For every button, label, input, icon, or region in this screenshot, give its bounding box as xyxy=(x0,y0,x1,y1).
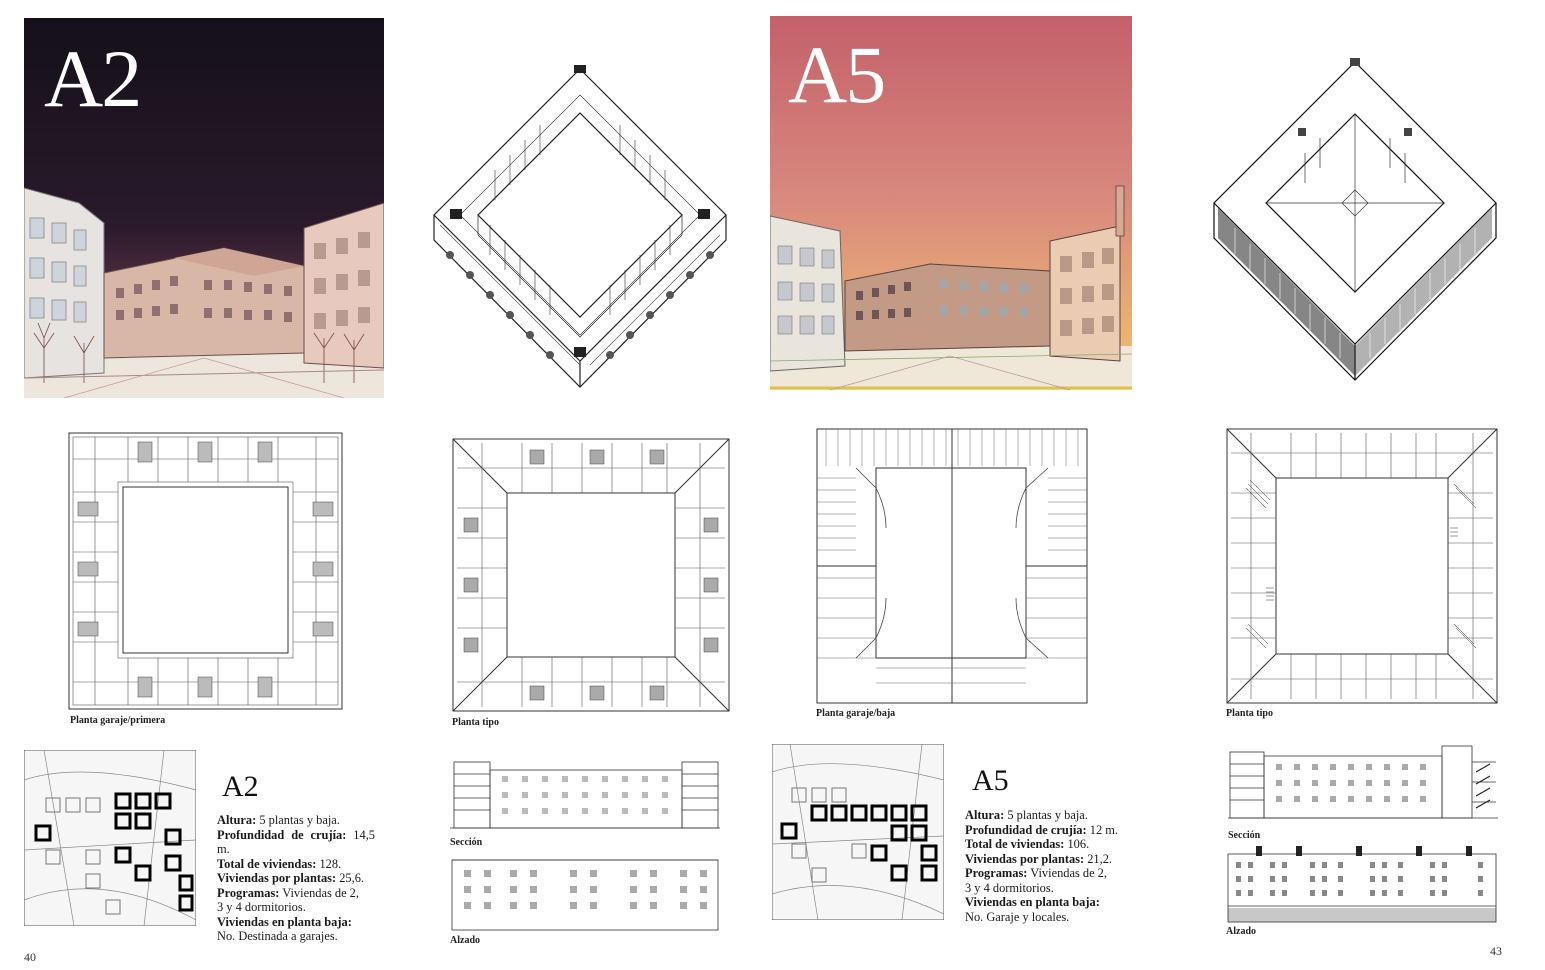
a5-elevation-caption: Alzado xyxy=(1226,926,1256,937)
spec-label: Viviendas en planta baja: xyxy=(965,895,1100,909)
a5-axonometric-svg xyxy=(1210,58,1500,388)
a5-elevation-drawing xyxy=(1226,846,1498,924)
spec-label: Total de viviendas: xyxy=(217,856,317,871)
a2-elevation-drawing xyxy=(450,852,720,932)
spec-row xyxy=(217,813,375,828)
spec-label: Profundidad de crujía: xyxy=(217,827,347,842)
left-page-number: 40 xyxy=(24,950,36,964)
spec-label: Viviendas por plantas: xyxy=(217,871,337,885)
spec-row xyxy=(965,881,1123,896)
a2-elevation-svg xyxy=(450,852,720,932)
spec-row xyxy=(965,823,1123,838)
spec-row xyxy=(965,866,1123,881)
a2-plan-typical xyxy=(452,438,730,712)
spec-row xyxy=(217,857,375,872)
spec-row xyxy=(965,808,1123,823)
spec-value: Viviendas de 2, xyxy=(1030,866,1107,880)
spec-row xyxy=(965,852,1123,867)
spec-label: Total de viviendas: xyxy=(965,837,1065,851)
spec-value: 106. xyxy=(1067,837,1090,851)
a5-site-map xyxy=(772,744,944,920)
spec-value: 128. xyxy=(319,856,342,871)
a5-perspective-render xyxy=(770,16,1132,390)
spec-label: Viviendas por plantas: xyxy=(965,851,1085,866)
a5-elevation-svg xyxy=(1226,846,1498,924)
a2-site-map xyxy=(24,750,196,926)
a5-plan-caption-garage: Planta garaje/baja xyxy=(816,708,896,719)
a2-section-drawing xyxy=(450,752,720,830)
spec-label: Altura: xyxy=(965,808,1005,822)
spec-value: 3 y 4 dormitorios. xyxy=(965,880,1054,895)
a5-section-svg xyxy=(1228,742,1498,822)
spec-row xyxy=(965,837,1123,852)
a2-axonometric-drawing xyxy=(430,65,730,395)
spec-row xyxy=(965,895,1123,910)
spec-value: 14,5 m. xyxy=(217,827,375,856)
spec-row xyxy=(965,910,1123,925)
spec-value: 25,6. xyxy=(339,871,365,885)
a2-perspective-render xyxy=(24,18,384,398)
spec-value: No. Destinada a garajes. xyxy=(217,929,338,943)
spec-value: 5 plantas y baja. xyxy=(1007,808,1088,822)
a2-section-svg xyxy=(450,752,720,830)
a5-spec-list xyxy=(965,808,1123,924)
a2-block-label: A2 xyxy=(44,33,141,124)
a5-plan-caption-typical: Planta tipo xyxy=(1226,708,1273,719)
a5-site-map-svg xyxy=(772,744,944,920)
a2-spec-list xyxy=(217,813,375,944)
a5-section-drawing xyxy=(1228,742,1498,822)
spec-value: 21,2. xyxy=(1087,851,1113,866)
a2-plan-caption-typical: Planta tipo xyxy=(452,717,499,728)
a5-plan-garage-ground xyxy=(816,428,1088,704)
a2-plan-typical-svg xyxy=(452,438,730,712)
spec-label: Viviendas en planta baja: xyxy=(217,914,352,929)
a2-site-map-svg xyxy=(24,750,196,926)
spec-value: No. Garaje y locales. xyxy=(965,909,1070,924)
a5-block-label: A5 xyxy=(788,29,885,120)
a5-section-caption: Sección xyxy=(1228,830,1261,841)
spec-row xyxy=(217,900,375,915)
spec-value: 3 y 4 dormitorios. xyxy=(217,900,306,914)
spec-label: Profundidad de crujía: xyxy=(965,822,1087,837)
a2-plan-caption-garage: Planta garaje/primera xyxy=(70,715,166,726)
spec-row xyxy=(217,886,375,901)
spec-label: Programas: xyxy=(965,866,1028,880)
spec-value: 12 m. xyxy=(1089,822,1118,837)
spec-row xyxy=(217,871,375,886)
a5-axonometric-drawing xyxy=(1210,58,1500,388)
a5-plan-typical xyxy=(1226,428,1498,704)
spec-value: Viviendas de 2, xyxy=(282,885,359,900)
a5-spec-title: A5 xyxy=(972,764,1009,797)
a2-section-caption: Sección xyxy=(450,837,483,848)
a2-plan-garage-svg xyxy=(68,432,343,710)
spec-label: Altura: xyxy=(217,813,257,827)
spec-value: 5 plantas y baja. xyxy=(259,813,340,827)
a2-elevation-caption: Alzado xyxy=(450,935,480,946)
a2-axonometric-svg xyxy=(430,65,730,395)
a2-plan-garage-first xyxy=(68,432,343,710)
spec-row xyxy=(217,915,375,930)
spec-row xyxy=(217,828,375,857)
a5-plan-typical-svg xyxy=(1226,428,1498,704)
right-page-number: 43 xyxy=(1490,944,1502,958)
a2-spec-title: A2 xyxy=(222,770,259,803)
a5-plan-garage-svg xyxy=(816,428,1088,704)
spec-row xyxy=(217,929,375,944)
spec-label: Programas: xyxy=(217,885,280,900)
